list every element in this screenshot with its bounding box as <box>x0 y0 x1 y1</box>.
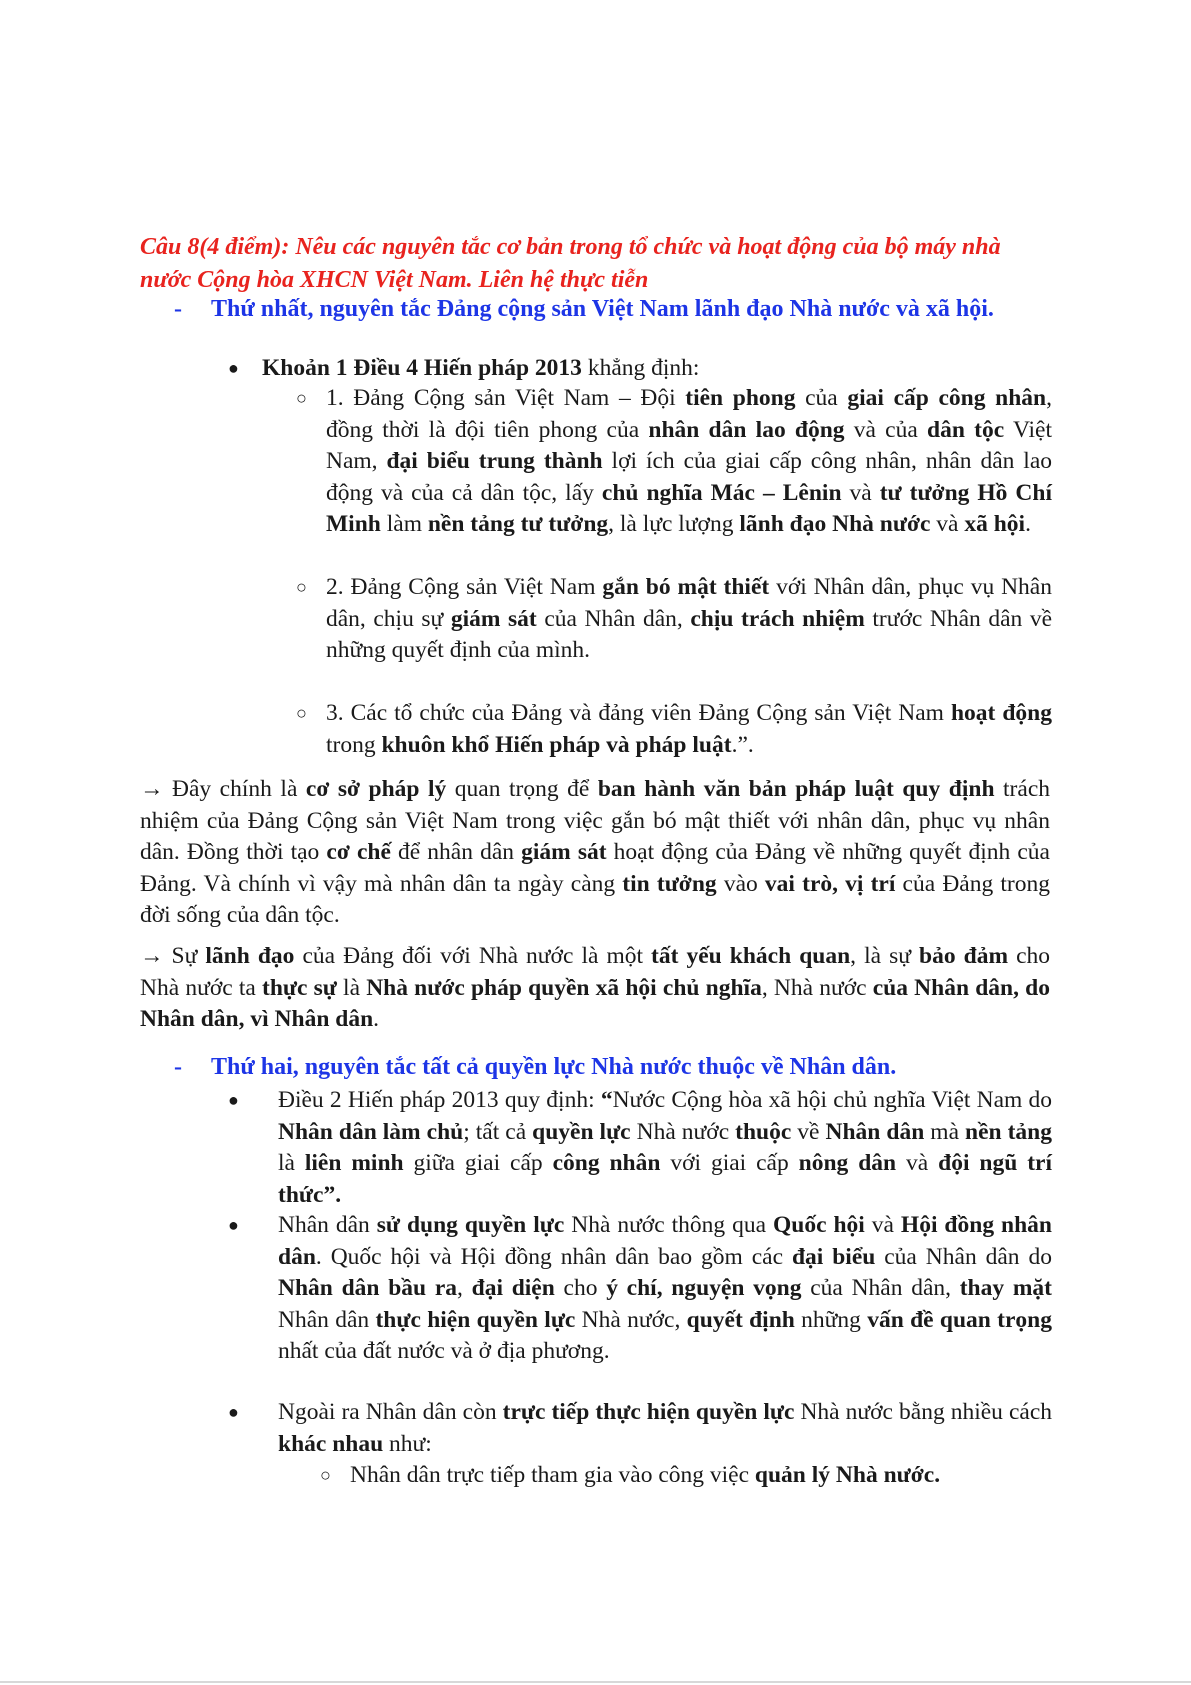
paragraph-leadership: → Sự lãnh đạo của Đảng đối với Nhà nước là một tất yếu khách quan, là sự bảo đảm cho Nhà nước ta thực sự là Nhà nước pháp quyền xã hội chủ nghĩa, Nhà nước của Nhân dân, do Nhân dân, vì Nhân dân. <box>140 943 1051 1032</box>
circle-marker: ○ <box>320 1465 331 1485</box>
subitem-text: 1. Đảng Cộng sản Việt Nam – Đội tiên phong của giai cấp công nhân, đồng thời là đội tiên phong của nhân dân lao động và của dân tộc Việt Nam, đại biểu trung thành lợi ích của giai cấp công nhân, nhân dân lao động và của cả dân tộc, lấy chủ nghĩa Mác – Lênin và tư tưởng Hồ Chí Minh làm nền tảng tư tưởng, là lực lượng lãnh đạo Nhà nước và xã hội. <box>326 385 1053 537</box>
dash-marker: - <box>174 296 182 322</box>
subitem-text: 3. Các tổ chức của Đảng và đảng viên Đảng Cộng sản Việt Nam hoạt động trong khuôn khổ Hiến pháp và pháp luật.”. <box>326 700 1052 758</box>
question-title: Câu 8(4 điểm): Nêu các nguyên tắc cơ bản trong tổ chức và hoạt động của bộ máy nhà nước Cộng hòa XHCN Việt Nam. Liên hệ thực tiễn <box>140 234 1001 293</box>
bullet-dot: ● <box>228 1090 239 1110</box>
page-bottom-edge <box>0 1681 1191 1683</box>
subitem-text: Nhân dân trực tiếp tham gia vào công việc quản lý Nhà nước. <box>350 1462 941 1488</box>
bullet-text: Ngoài ra Nhân dân còn trực tiếp thực hiện quyền lực Nhà nước bằng nhiều cách khác nhau như: <box>278 1399 1053 1457</box>
bullet-text: Khoản 1 Điều 4 Hiến pháp 2013 khẳng định: <box>262 355 700 381</box>
bullet-text: Nhân dân sử dụng quyền lực Nhà nước thông qua Quốc hội và Hội đồng nhân dân. Quốc hội và Hội đồng nhân dân bao gồm các đại biểu của Nhân dân do Nhân dân bầu ra, đại diện cho ý chí, nguyện vọng của Nhân dân, thay mặt Nhân dân thực hiện quyền lực Nhà nước, quyết định những vấn đề quan trọng nhất của đất nước và ở địa phương. <box>278 1212 1053 1364</box>
bullet-dot: ● <box>228 1402 239 1422</box>
circle-marker: ○ <box>296 388 307 408</box>
bullet-dot: ● <box>228 1215 239 1235</box>
circle-marker: ○ <box>296 577 307 597</box>
paragraph-legal-basis: → Đây chính là cơ sở pháp lý quan trọng để ban hành văn bản pháp luật quy định trách nhiệm của Đảng Cộng sản Việt Nam trong việc gắn bó mật thiết với nhân dân, phục vụ nhân dân. Đồng thời tạo cơ chế để nhân dân giám sát hoạt động của Đảng về những quyết định của Đảng. Và chính vì vậy mà nhân dân ta ngày càng tin tưởng vào vai trò, vị trí của Đảng trong đời sống của dân tộc. <box>140 776 1050 928</box>
subitem-text: 2. Đảng Cộng sản Việt Nam gắn bó mật thiết với Nhân dân, phục vụ Nhân dân, chịu sự giám sát của Nhân dân, chịu trách nhiệm trước Nhân dân về những quyết định của mình. <box>326 574 1053 663</box>
dash-marker: - <box>174 1054 182 1080</box>
bullet-text: Điều 2 Hiến pháp 2013 quy định: “Nước Cộng hòa xã hội chủ nghĩa Việt Nam do Nhân dân làm chủ; tất cả quyền lực Nhà nước thuộc về Nhân dân mà nền tảng là liên minh giữa giai cấp công nhân với giai cấp nông dân và đội ngũ trí thức”. <box>278 1087 1052 1208</box>
section1-heading: Thứ nhất, nguyên tắc Đảng cộng sản Việt Nam lãnh đạo Nhà nước và xã hội. <box>211 296 994 322</box>
bullet-dot: ● <box>228 358 239 378</box>
section2-heading: Thứ hai, nguyên tắc tất cả quyền lực Nhà nước thuộc về Nhân dân. <box>211 1054 897 1080</box>
circle-marker: ○ <box>296 703 307 723</box>
